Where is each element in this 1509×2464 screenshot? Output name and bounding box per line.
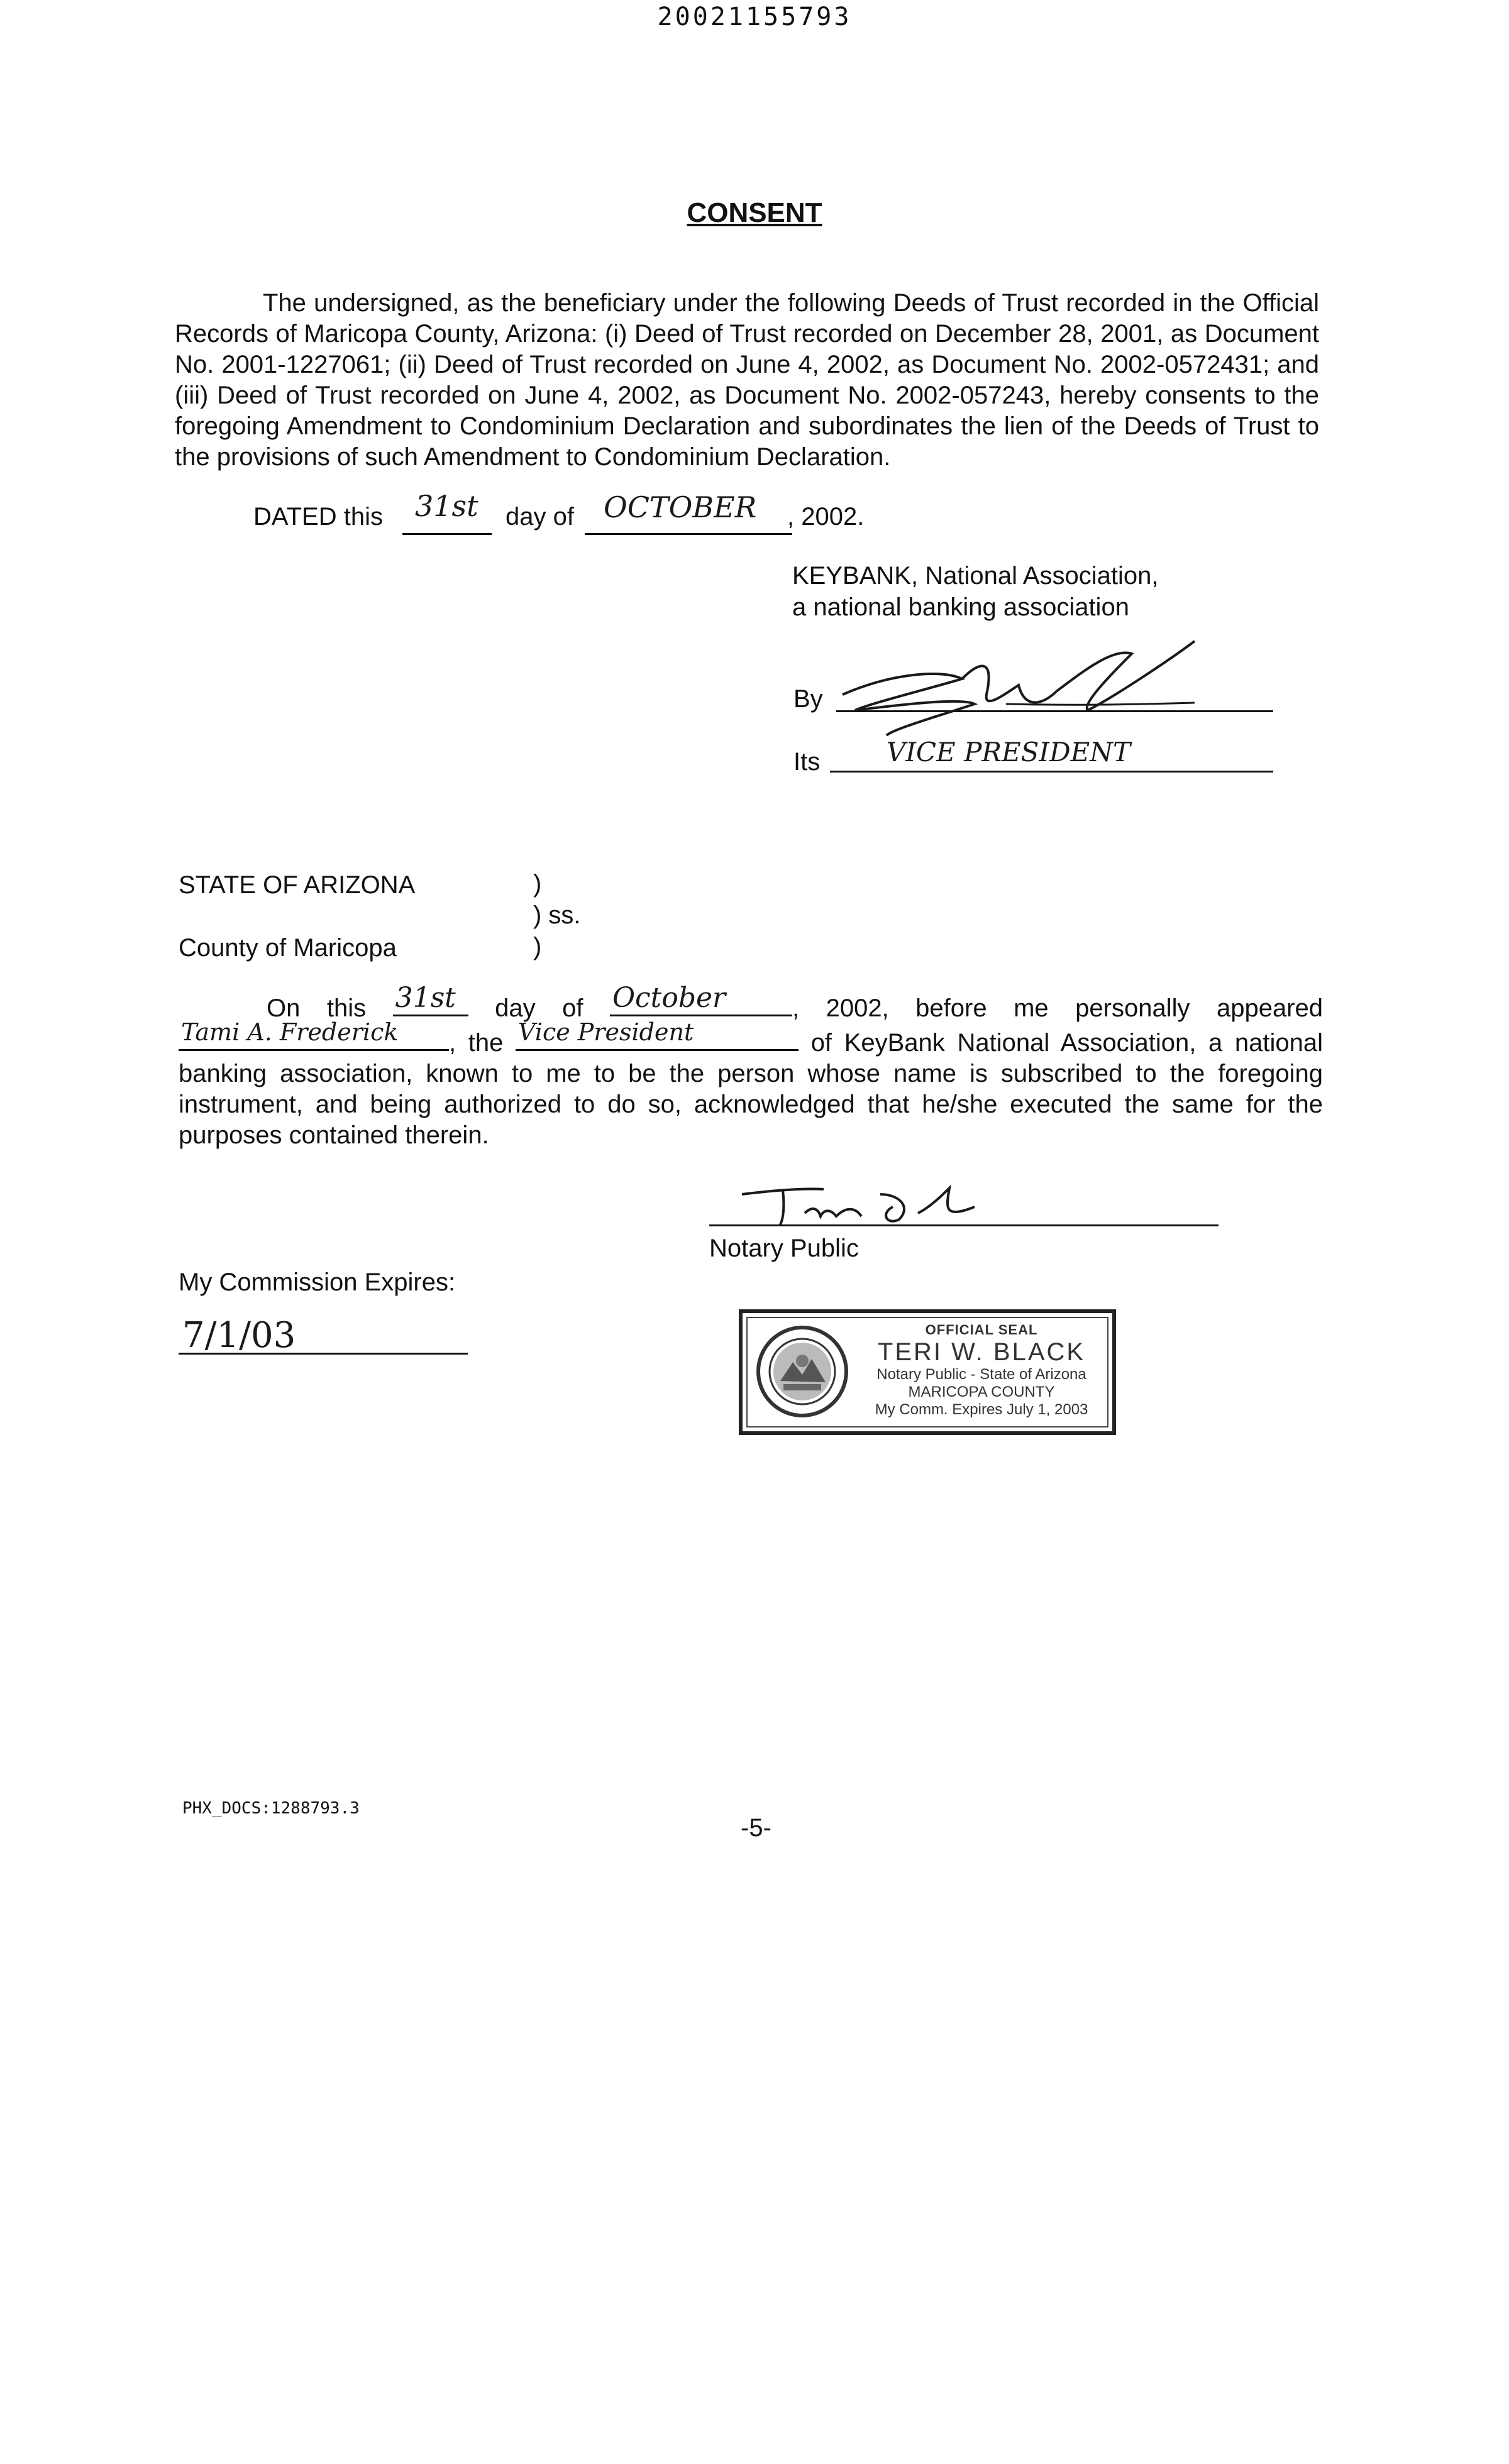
footer-document-code: PHX_DOCS:1288793.3 xyxy=(182,1799,360,1818)
seal-county: MARICOPA COUNTY xyxy=(908,1383,1055,1400)
venue-paren-top: ) xyxy=(533,870,542,898)
its-title-handwritten: VICE PRESIDENT xyxy=(887,737,1131,767)
signatory-name: KEYBANK, National Association, xyxy=(792,562,1159,590)
consent-paragraph: The undersigned, as the beneficiary under the following Deeds of Trust recorded in the Official Records of Maricopa County, Arizona: (i) Deed of Trust recorded on December 28, 2001, as Document No. 2001-1227061; (ii) Deed of Trust recorded on June 4, 2002, as Document No. 2002-0572431; and (iii) Deed of Trust recorded on June 4, 2002, as Document No. 2002-057243, hereby consents to the foregoing Amendment to Condominium Declaration and subordinates the lien of the Deeds of Trust to the provisions of such Amendment to Condominium Declaration. xyxy=(175,289,1319,471)
state-label: STATE OF ARIZONA xyxy=(179,871,416,899)
commission-expires-label: My Commission Expires: xyxy=(179,1268,456,1296)
by-label: By xyxy=(793,685,823,713)
dated-day-handwritten: 31st xyxy=(415,489,478,523)
notary-signature-icon xyxy=(736,1182,987,1232)
dated-month-line xyxy=(585,533,792,535)
ack-on-this: On this xyxy=(267,994,367,1022)
ack-day-of: day of xyxy=(495,994,583,1022)
ack-title-handwritten: Vice President xyxy=(518,1018,694,1046)
notary-seal xyxy=(739,1309,1116,1435)
ack-day-handwritten: 31st xyxy=(395,982,456,1014)
county-label: County of Maricopa xyxy=(179,934,397,962)
ack-title-blank xyxy=(516,1018,799,1051)
dated-day-line xyxy=(402,533,492,535)
commission-date-handwritten: 7/1/03 xyxy=(182,1315,296,1356)
dated-year: , 2002. xyxy=(787,503,865,531)
dated-day-of: day of xyxy=(506,503,574,531)
ack-month-blank xyxy=(610,982,792,1016)
seal-notary-name: TERI W. BLACK xyxy=(877,1338,1086,1366)
document-number: 20021155793 xyxy=(657,3,852,31)
ack-day-blank xyxy=(393,982,468,1016)
seal-expiration: My Comm. Expires July 1, 2003 xyxy=(875,1401,1088,1418)
its-label: Its xyxy=(793,748,821,776)
notary-public-label: Notary Public xyxy=(709,1235,859,1262)
signatory-description: a national banking association xyxy=(792,593,1129,621)
its-title-line xyxy=(830,771,1273,773)
ack-month-handwritten: October xyxy=(612,982,726,1014)
acknowledgment-paragraph xyxy=(179,982,1323,1151)
ack-the: , the xyxy=(449,1029,504,1057)
officer-signature-icon xyxy=(817,635,1220,742)
venue-ss: ) ss. xyxy=(533,901,581,929)
ack-person-handwritten: Tami A. Frederick xyxy=(181,1018,399,1046)
page-title: CONSENT xyxy=(687,197,822,228)
ack-rest: of KeyBank National Association, a national banking association, known to me to be the person whose name is subscribed to the foregoing instrument, and being authorized to do so, acknowledged that he/she executed the same for the purposes contained therein. xyxy=(179,1029,1323,1149)
seal-official-label: OFFICIAL SEAL xyxy=(925,1322,1038,1338)
ack-after-month: , 2002, before me personally appeared xyxy=(792,994,1323,1022)
dated-prefix: DATED this xyxy=(253,503,383,531)
dated-month-handwritten: OCTOBER xyxy=(604,490,757,524)
seal-notary-state: Notary Public - State of Arizona xyxy=(876,1366,1086,1383)
arizona-state-seal-icon xyxy=(755,1324,849,1419)
ack-person-blank xyxy=(179,1018,449,1051)
page-number: -5- xyxy=(741,1814,771,1842)
venue-paren-bottom: ) xyxy=(533,933,542,960)
